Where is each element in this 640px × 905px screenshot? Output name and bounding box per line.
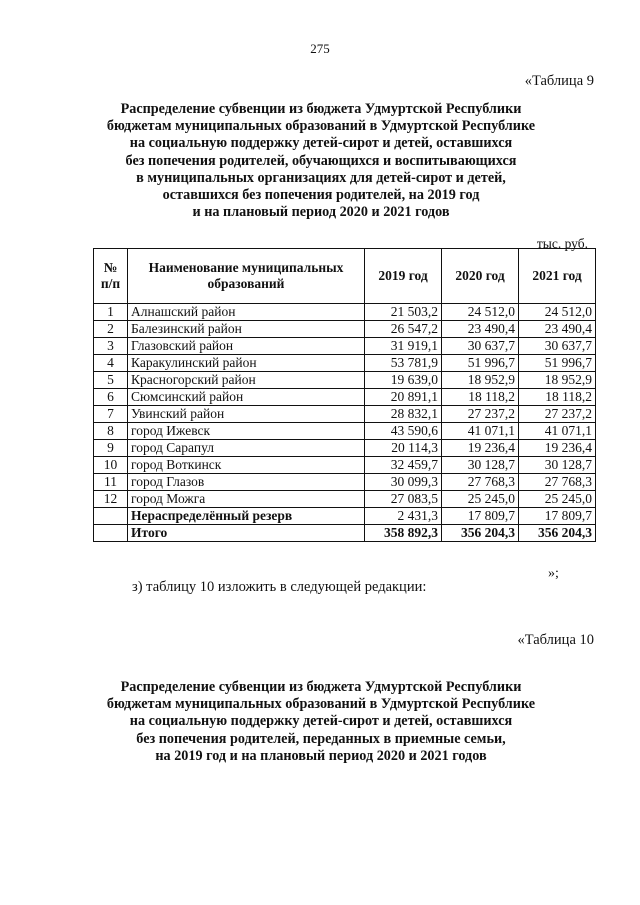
- total-row-name: Итого: [128, 525, 365, 542]
- row-number: 10: [94, 457, 128, 474]
- reserve-row-2019: 2 431,3: [365, 508, 442, 525]
- row-2021: 27 237,2: [519, 406, 596, 423]
- row-2020: 51 996,7: [442, 355, 519, 372]
- row-2019: 21 503,2: [365, 304, 442, 321]
- table-row: [94, 389, 596, 406]
- row-2019: 43 590,6: [365, 423, 442, 440]
- table-row: [94, 304, 596, 321]
- total-row-2021: 356 204,3: [519, 525, 596, 542]
- row-2019: 20 114,3: [365, 440, 442, 457]
- table10-title-line: бюджетам муниципальных образований в Удмуртской Республике: [106, 696, 536, 713]
- row-2021: 30 128,7: [519, 457, 596, 474]
- row-2021: 30 637,7: [519, 338, 596, 355]
- row-name: город Глазов: [128, 474, 365, 491]
- row-name: Красногорский район: [128, 372, 365, 389]
- row-2021: 41 071,1: [519, 423, 596, 440]
- instruction-text: з) таблицу 10 изложить в следующей редакции:: [132, 579, 427, 595]
- header-number: [94, 249, 128, 304]
- row-number: 12: [94, 491, 128, 508]
- row-name: Каракулинский район: [128, 355, 365, 372]
- row-name: город Воткинск: [128, 457, 365, 474]
- row-number: 11: [94, 474, 128, 491]
- row-2021: 51 996,7: [519, 355, 596, 372]
- table-row: [94, 355, 596, 372]
- row-2019: 32 459,7: [365, 457, 442, 474]
- row-2020: 30 637,7: [442, 338, 519, 355]
- subvention-table: [93, 248, 596, 542]
- table-row: [94, 440, 596, 457]
- row-number: 3: [94, 338, 128, 355]
- row-2019: 53 781,9: [365, 355, 442, 372]
- row-number: 9: [94, 440, 128, 457]
- row-number: 1: [94, 304, 128, 321]
- row-name: Алнашский район: [128, 304, 365, 321]
- table9-label: «Таблица 9: [524, 73, 594, 89]
- row-2020: 41 071,1: [442, 423, 519, 440]
- table-body: [94, 304, 596, 542]
- table9-closing-quote: »;: [548, 566, 559, 581]
- header-number-line: п/п: [100, 276, 121, 291]
- row-number: 8: [94, 423, 128, 440]
- row-2019: 20 891,1: [365, 389, 442, 406]
- row-number: 7: [94, 406, 128, 423]
- reserve-row: [94, 508, 596, 525]
- units-label: тыс. руб.: [536, 236, 588, 251]
- row-2020: 27 237,2: [442, 406, 519, 423]
- reserve-row-name: Нераспределённый резерв: [128, 508, 365, 525]
- row-name: город Можга: [128, 491, 365, 508]
- header-number-line: №: [103, 260, 118, 275]
- row-2019: 31 919,1: [365, 338, 442, 355]
- table-row: [94, 457, 596, 474]
- reserve-row-2021: 17 809,7: [519, 508, 596, 525]
- table9-title-line: в муниципальных организациях для детей-сирот и детей,: [136, 169, 506, 186]
- header-name-line: Наименование муниципальных: [148, 260, 344, 275]
- table9-title-line: без попечения родителей, обучающихся и воспитывающихся: [125, 152, 517, 169]
- table-header-row: [94, 249, 596, 304]
- table9-title: [80, 101, 562, 221]
- total-row: [94, 525, 596, 542]
- table10-title-line: на социальную поддержку детей-сирот и детей, оставшихся: [129, 713, 513, 730]
- row-number: 2: [94, 321, 128, 338]
- total-row-number: [94, 525, 128, 542]
- table-row: [94, 491, 596, 508]
- row-2021: 23 490,4: [519, 321, 596, 338]
- row-2019: 28 832,1: [365, 406, 442, 423]
- row-2020: 23 490,4: [442, 321, 519, 338]
- row-name: Глазовский район: [128, 338, 365, 355]
- row-2021: 18 952,9: [519, 372, 596, 389]
- header-2020: 2020 год: [442, 249, 519, 304]
- table-row: [94, 372, 596, 389]
- row-2021: 18 118,2: [519, 389, 596, 406]
- row-2020: 30 128,7: [442, 457, 519, 474]
- row-name: Увинский район: [128, 406, 365, 423]
- row-number: 4: [94, 355, 128, 372]
- table9-title-line: Распределение субвенции из бюджета Удмуртской Республики: [120, 101, 522, 117]
- table9-title-line: на социальную поддержку детей-сирот и детей, оставшихся: [129, 135, 513, 152]
- row-2020: 18 118,2: [442, 389, 519, 406]
- row-name: город Сарапул: [128, 440, 365, 457]
- header-2019: 2019 год: [365, 249, 442, 304]
- table-row: [94, 406, 596, 423]
- table9-title-line: и на плановый период 2020 и 2021 годов: [192, 204, 450, 221]
- table9-title-line: оставшихся без попечения родителей, на 2019 год: [162, 187, 480, 204]
- reserve-row-2020: 17 809,7: [442, 508, 519, 525]
- table10-title-line: на 2019 год и на плановый период 2020 и 2021 годов: [155, 747, 487, 764]
- row-2021: 24 512,0: [519, 304, 596, 321]
- header-name-line: образований: [207, 276, 285, 291]
- row-name: Балезинский район: [128, 321, 365, 338]
- row-2019: 26 547,2: [365, 321, 442, 338]
- header-name: [128, 249, 365, 304]
- page-number: 275: [310, 41, 330, 56]
- row-2020: 24 512,0: [442, 304, 519, 321]
- table-row: [94, 321, 596, 338]
- table10-label: «Таблица 10: [517, 632, 594, 648]
- row-2020: 19 236,4: [442, 440, 519, 457]
- reserve-row-number: [94, 508, 128, 525]
- row-2019: 27 083,5: [365, 491, 442, 508]
- row-name: город Ижевск: [128, 423, 365, 440]
- row-2019: 19 639,0: [365, 372, 442, 389]
- row-2020: 18 952,9: [442, 372, 519, 389]
- row-2021: 19 236,4: [519, 440, 596, 457]
- row-2021: 25 245,0: [519, 491, 596, 508]
- row-number: 6: [94, 389, 128, 406]
- row-2020: 27 768,3: [442, 474, 519, 491]
- table-row: [94, 423, 596, 440]
- table-row: [94, 474, 596, 491]
- row-name: Сюмсинский район: [128, 389, 365, 406]
- header-2021: 2021 год: [519, 249, 596, 304]
- table-row: [94, 338, 596, 355]
- row-number: 5: [94, 372, 128, 389]
- row-2021: 27 768,3: [519, 474, 596, 491]
- table10-title: [80, 679, 562, 765]
- total-row-2019: 358 892,3: [365, 525, 442, 542]
- table10-title-line: без попечения родителей, переданных в приемные семьи,: [136, 730, 506, 747]
- row-2019: 30 099,3: [365, 474, 442, 491]
- total-row-2020: 356 204,3: [442, 525, 519, 542]
- table9-title-line: бюджетам муниципальных образований в Удмуртской Республике: [106, 118, 536, 135]
- table10-title-line: Распределение субвенции из бюджета Удмуртской Республики: [120, 679, 522, 695]
- row-2020: 25 245,0: [442, 491, 519, 508]
